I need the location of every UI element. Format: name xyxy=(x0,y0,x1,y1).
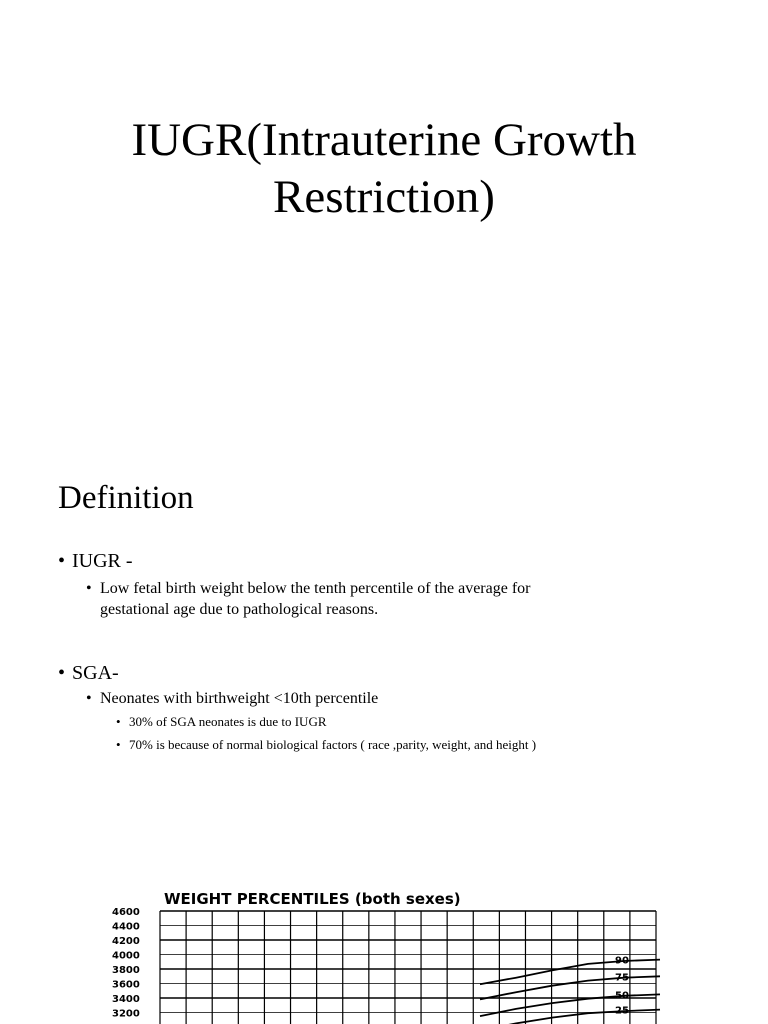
sub-sub-bullet-text: 30% of SGA neonates is due to IUGR xyxy=(129,714,327,729)
y-tick-label: 4600 xyxy=(112,907,140,918)
bullet-iugr xyxy=(58,549,133,573)
bullet-label: SGA- xyxy=(72,662,119,684)
title-text xyxy=(0,112,768,226)
sub-bullet-sga-definition xyxy=(86,688,378,709)
series-label-25: 25 xyxy=(615,1005,629,1017)
y-tick-label: 4400 xyxy=(112,921,140,933)
title-line-2: Restriction) xyxy=(273,171,495,223)
bullet-icon: • xyxy=(58,662,66,684)
bullet-sga xyxy=(58,661,119,685)
sub-sub-bullet-70 xyxy=(116,736,536,753)
y-tick-label: 4000 xyxy=(112,950,140,962)
series-label-90: 90 xyxy=(615,955,629,967)
section-heading: Definition xyxy=(58,480,194,516)
definition-line-1: Low fetal birth weight below the tenth percentile of the average for xyxy=(100,580,531,597)
y-tick-label: 3600 xyxy=(112,979,140,991)
weight-percentile-chart xyxy=(108,883,668,1024)
sub-bullet-text: Neonates with birthweight <10th percentile xyxy=(100,690,379,707)
y-tick-label: 4200 xyxy=(112,936,140,947)
definition-line-2: gestational age due to pathological reasons. xyxy=(100,601,379,618)
sub-bullet-marker xyxy=(86,578,100,599)
bullet-icon: • xyxy=(86,690,92,707)
chart-title: WEIGHT PERCENTILES (both sexes) xyxy=(164,890,461,908)
sub-sub-bullet-text: 70% is because of normal biological factors ( race ,parity, weight, and height ) xyxy=(129,737,537,752)
bullet-icon: • xyxy=(58,550,66,572)
title-line-1: IUGR(Intrauterine Growth xyxy=(131,114,637,166)
y-tick-label: 3200 xyxy=(112,1008,140,1020)
sub-sub-bullet-30 xyxy=(116,713,327,730)
y-tick-label: 3400 xyxy=(112,994,140,1005)
series-label-50: 50 xyxy=(615,990,629,1002)
bullet-icon: • xyxy=(86,580,92,597)
bullet-label: IUGR - xyxy=(72,550,133,572)
series-label-75: 75 xyxy=(615,972,629,984)
bullet-icon: • xyxy=(116,714,121,729)
y-tick-label: 3800 xyxy=(112,965,140,976)
bullet-icon: • xyxy=(116,737,121,752)
sub-bullet-iugr-definition xyxy=(100,578,660,620)
